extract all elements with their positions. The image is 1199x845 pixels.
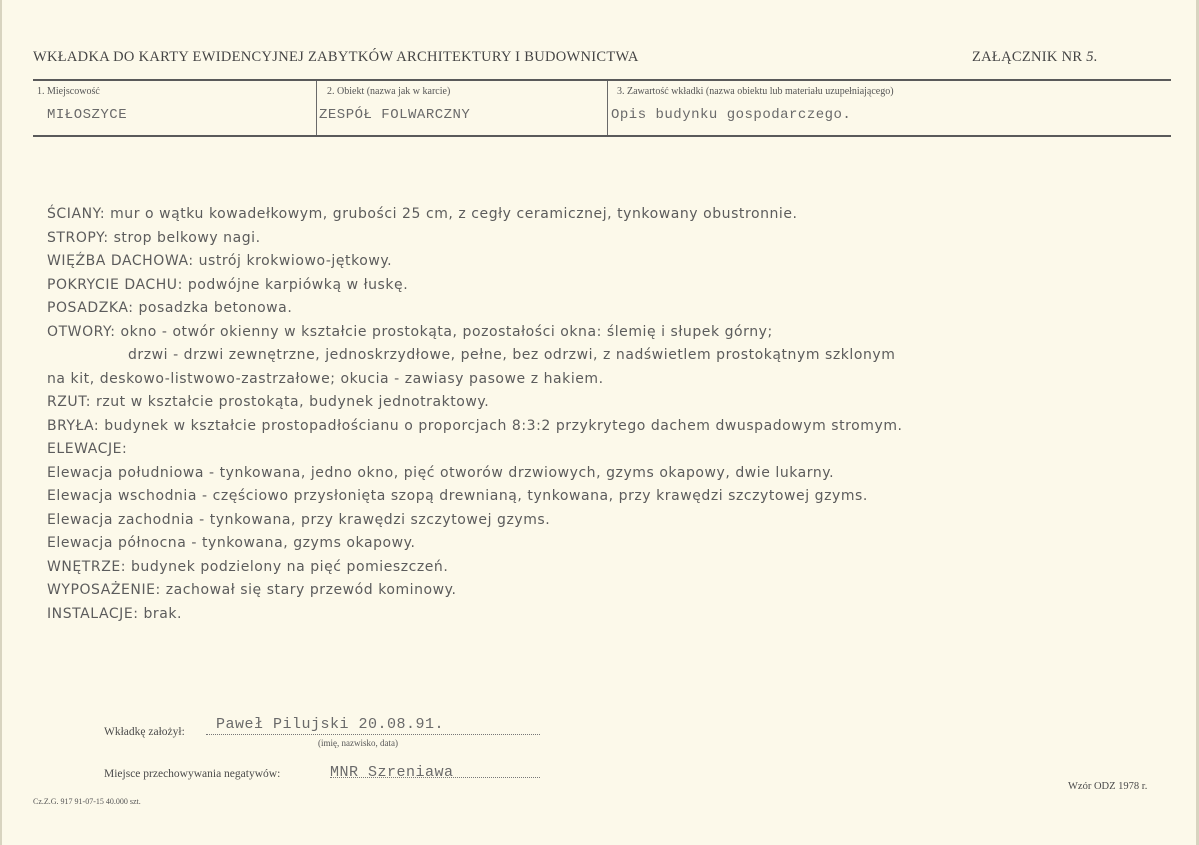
table-bottom-rule — [33, 135, 1171, 137]
template-info: Wzór ODZ 1978 r. — [1068, 781, 1148, 792]
object-label: 2. Obiekt (nazwa jak w karcie) — [327, 86, 451, 97]
locality-label: 1. Miejscowość — [37, 86, 100, 97]
description-line: RZUT: rzut w kształcie prostokąta, budynek jednotraktowy. — [47, 394, 490, 410]
content-value: Opis budynku gospodarczego. — [611, 107, 852, 123]
author-dotted-line — [206, 734, 540, 735]
description-line: WNĘTRZE: budynek podzielony na pięć pomieszczeń. — [47, 558, 449, 575]
author-hint: (imię, nazwisko, data) — [318, 738, 398, 748]
description-line: INSTALACJE: brak. — [47, 605, 183, 622]
negatives-value: MNR Szreniawa — [330, 764, 454, 781]
description-line: Elewacja zachodnia - tynkowana, przy krawędzi szczytowej gzyms. — [47, 511, 551, 528]
object-value: ZESPÓŁ FOLWARCZNY — [319, 107, 471, 123]
negatives-label: Miejsce przechowywania negatywów: — [104, 768, 281, 780]
annex-number — [972, 49, 1098, 66]
description-line: POKRYCIE DACHU: podwójne karpiówką w łuskę. — [47, 276, 409, 293]
description-line: Elewacja północna - tynkowana, gzyms okapowy. — [47, 535, 416, 551]
locality-value: MIŁOSZYCE — [47, 107, 128, 123]
description-line: WIĘŹBA DACHOWA: ustrój krokwiowo-jętkowy. — [47, 253, 393, 269]
card-left-edge — [0, 0, 2, 845]
content-label: 3. Zawartość wkładki (nazwa obiektu lub materiału uzupełniającego) — [617, 86, 894, 97]
column-divider-1 — [316, 81, 317, 135]
column-divider-2 — [607, 81, 608, 135]
description-line: ELEWACJE: — [47, 441, 128, 457]
building-description — [47, 203, 903, 626]
description-line: OTWORY: okno - otwór okienny w kształcie prostokąta, pozostałości okna: ślemię i słupek górny; — [47, 323, 773, 340]
annex-label: ZAŁĄCZNIK NR — [972, 49, 1083, 65]
description-line: ŚCIANY: mur o wątku kowadełkowym, grubości 25 cm, z cegły ceramicznej, tynkowany obustronnie. — [47, 206, 798, 222]
author-label: Wkładkę założył: — [104, 726, 185, 738]
description-line: STROPY: strop belkowy nagi. — [47, 229, 261, 246]
description-line: na kit, deskowo-listwowo-zastrzałowe; okucia - zawiasy pasowe z hakiem. — [47, 370, 604, 387]
description-line: Elewacja południowa - tynkowana, jedno okno, pięć otworów drzwiowych, gzyms okapowy, dwie lukarny. — [47, 464, 835, 481]
annex-number-value: 5. — [1086, 49, 1098, 65]
description-line: drzwi - drzwi zewnętrzne, jednoskrzydłowe, pełne, bez odrzwi, z nadświetlem prostokątnym szklonym — [128, 347, 896, 363]
description-line: WYPOSAŻENIE: zachował się stary przewód kominowy. — [47, 582, 457, 598]
description-line: Elewacja wschodnia - częściowo przysłonięta szopą drewnianą, tynkowana, przy krawędzi szczytowej gzyms. — [47, 488, 868, 504]
description-line: BRYŁA: budynek w kształcie prostopadłościanu o proporcjach 8:3:2 przykrytego dachem dwuspadowym stromym. — [47, 417, 903, 434]
table-top-rule — [33, 79, 1171, 81]
negatives-dotted-line — [330, 777, 540, 778]
print-info: Cz.Z.G. 917 91-07-15 40.000 szt. — [33, 797, 141, 806]
form-title: WKŁADKA DO KARTY EWIDENCYJNEJ ZABYTKÓW ARCHITEKTURY I BUDOWNICTWA — [33, 49, 639, 65]
author-value: Paweł Pilujski 20.08.91. — [216, 716, 445, 733]
description-line: POSADZKA: posadzka betonowa. — [47, 300, 293, 316]
